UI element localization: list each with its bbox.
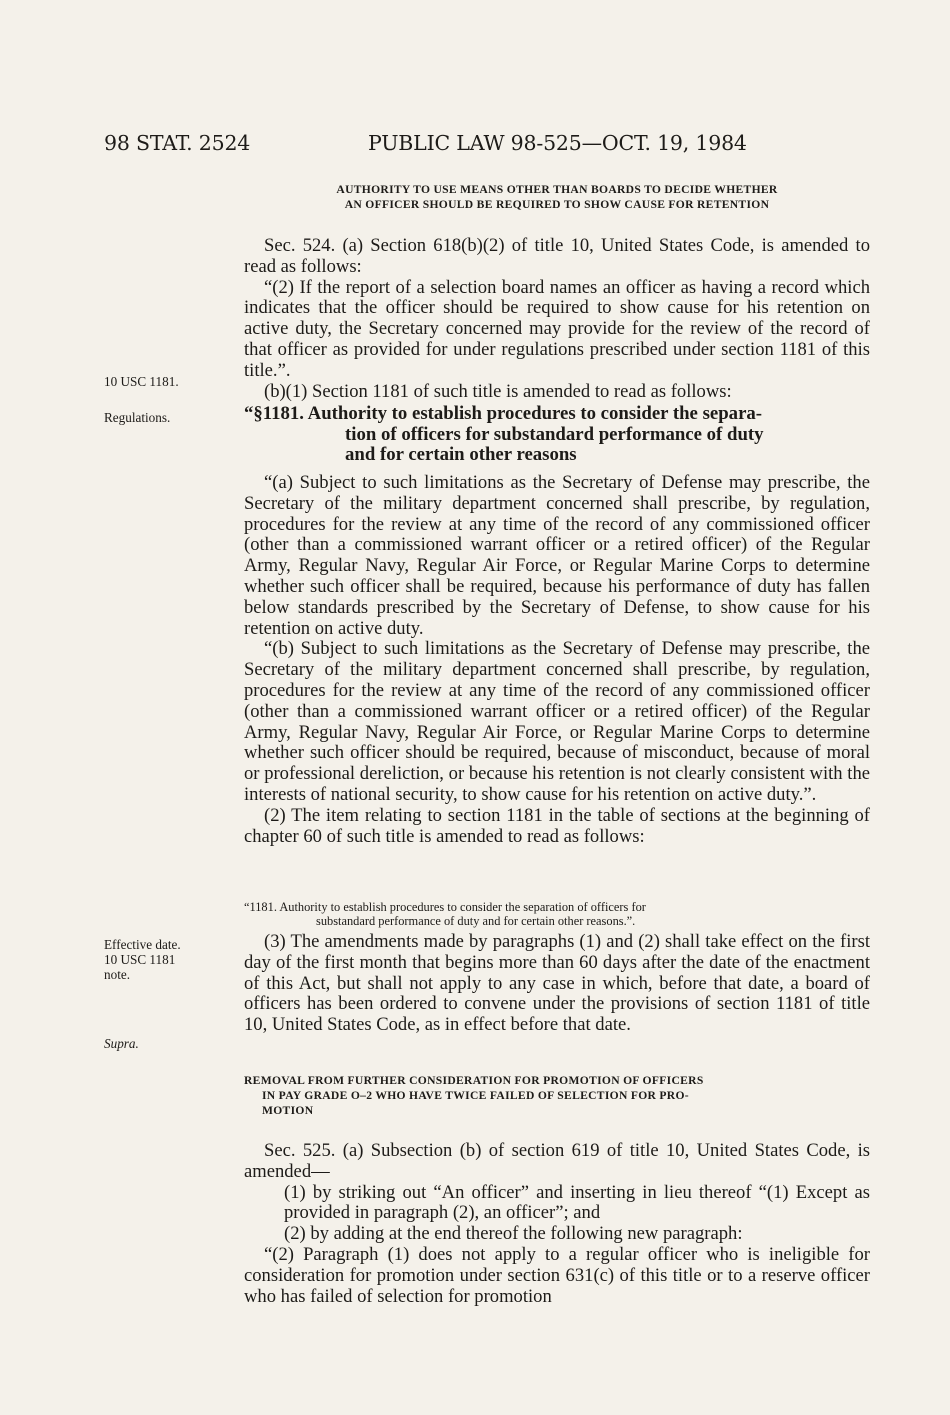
section-524-para-b1: (b)(1) Section 1181 of such title is amended to read as follows: (264, 380, 732, 402)
section-524-para-b3-block (244, 932, 870, 1036)
table-item-line1: “1181. Authority to establish procedures to consider the separation of officers for (244, 900, 646, 914)
margin-note-usc-1181: 10 USC 1181. (104, 374, 179, 389)
section-525-body (244, 1141, 870, 1307)
section-525-item-1: (1) by striking out “An officer” and inserting in lieu thereof “(1) Except as provided in paragraph (2), an officer”; and (284, 1181, 870, 1224)
section-525-quote-2: “(2) Paragraph (1) does not apply to a regular officer who is ineligible for consideration for promotion under section 631(c) of this title or to a reserve officer who has failed of selection for promotion (244, 1243, 870, 1307)
new-section-heading-line2: tion of officers for substandard performance of duty (345, 423, 764, 445)
section-524-para-a-block (244, 236, 870, 402)
section-1181-subsection-b: “(b) Subject to such limitations as the Secretary of Defense may prescribe, the Secretary of the military department concerned shall prescribe, by regulation, procedures for the review at any time of the record of any commissioned officer (other than a commissioned warrant officer or a retired officer) of the Regular Army, Regular Navy, Regular Air Force, or Regular Marine Corps to determine whether such officer should be required, because of misconduct, because of moral or professional dereliction, or because his retention is not clearly consistent with the interests of national security, to show cause for his retention on active duty.”. (244, 638, 870, 805)
section-524-para-a-quote: “(2) If the report of a selection board names an officer as having a record which indicates that the officer should be required to show cause for his retention on active duty, the Secretary concerned may provide for the review of the record of that officer as provided for under regulations prescribed under section 1181 of this title.”. (244, 276, 870, 381)
section-524-para-a: Sec. 524. (a) Section 618(b)(2) of title 10, United States Code, is amended to read as follows: (244, 235, 870, 277)
table-item-line2: substandard performance of duty and for certain other reasons.”. (316, 914, 636, 928)
margin-note-regulations: Regulations. (104, 410, 171, 425)
new-section-1181-heading (244, 404, 870, 466)
section-525-para-a: Sec. 525. (a) Subsection (b) of section 619 of title 10, United States Code, is amended— (244, 1140, 870, 1182)
margin-note-usc-1181-line: 10 USC 1181 (104, 952, 176, 967)
section-524-para-b2: (2) The item relating to section 1181 in the table of sections at the beginning of chapter 60 of such title is amended to read as follows: (244, 804, 870, 847)
section-525-item-2: (2) by adding at the end thereof the following new paragraph: (284, 1223, 743, 1245)
margin-note-effective-date (104, 937, 224, 982)
margin-note-note-line: note. (104, 967, 131, 982)
stat-reference: 98 STAT. 2524 (104, 131, 251, 155)
section-525-heading-line3: MOTION (262, 1104, 314, 1117)
section-1181-body (244, 473, 870, 847)
section-525-heading-line1: REMOVAL FROM FURTHER CONSIDERATION FOR PROMOTION OF OFFICERS (244, 1074, 704, 1087)
new-section-heading-line3: and for certain other reasons (345, 444, 577, 466)
section-524-heading-line1: AUTHORITY TO USE MEANS OTHER THAN BOARDS TO DECIDE WHETHER (336, 183, 778, 196)
section-525-heading-line2: IN PAY GRADE O–2 WHO HAVE TWICE FAILED OF SELECTION FOR PRO- (262, 1089, 689, 1102)
section-1181-subsection-a: “(a) Subject to such limitations as the Secretary of Defense may prescribe, the Secretary of the military department concerned shall prescribe, by regulation, procedures for the review at any time of the record of any commissioned officer (other than a commissioned warrant officer or a retired officer) of the Regular Army, Regular Navy, Regular Air Force, or Regular Marine Corps to determine whether such officer shall be required, because his performance of duty has fallen below standards prescribed by the Secretary of Defense, to show cause for his retention on active duty. (244, 472, 870, 639)
section-525-heading (244, 1073, 870, 1118)
table-of-sections-item (244, 900, 870, 928)
margin-note-supra: Supra. (104, 1036, 139, 1051)
margin-note-effective-date-label: Effective date. (104, 937, 181, 952)
page-title: PUBLIC LAW 98-525—OCT. 19, 1984 (368, 131, 747, 155)
new-section-heading-line1: “§1181. Authority to establish procedures to consider the separa- (244, 403, 763, 424)
section-524-heading (244, 182, 870, 212)
section-524-para-b3: (3) The amendments made by paragraphs (1) and (2) shall take effect on the first day of the first month that begins more than 60 days after the date of the enactment of this Act, but shall not apply to any case in which, before that date, a board of officers has been ordered to convene under the provisions of section 1181 of title 10, United States Code, as in effect before that date. (244, 931, 870, 1036)
section-524-heading-line2: AN OFFICER SHOULD BE REQUIRED TO SHOW CAUSE FOR RETENTION (344, 198, 770, 211)
